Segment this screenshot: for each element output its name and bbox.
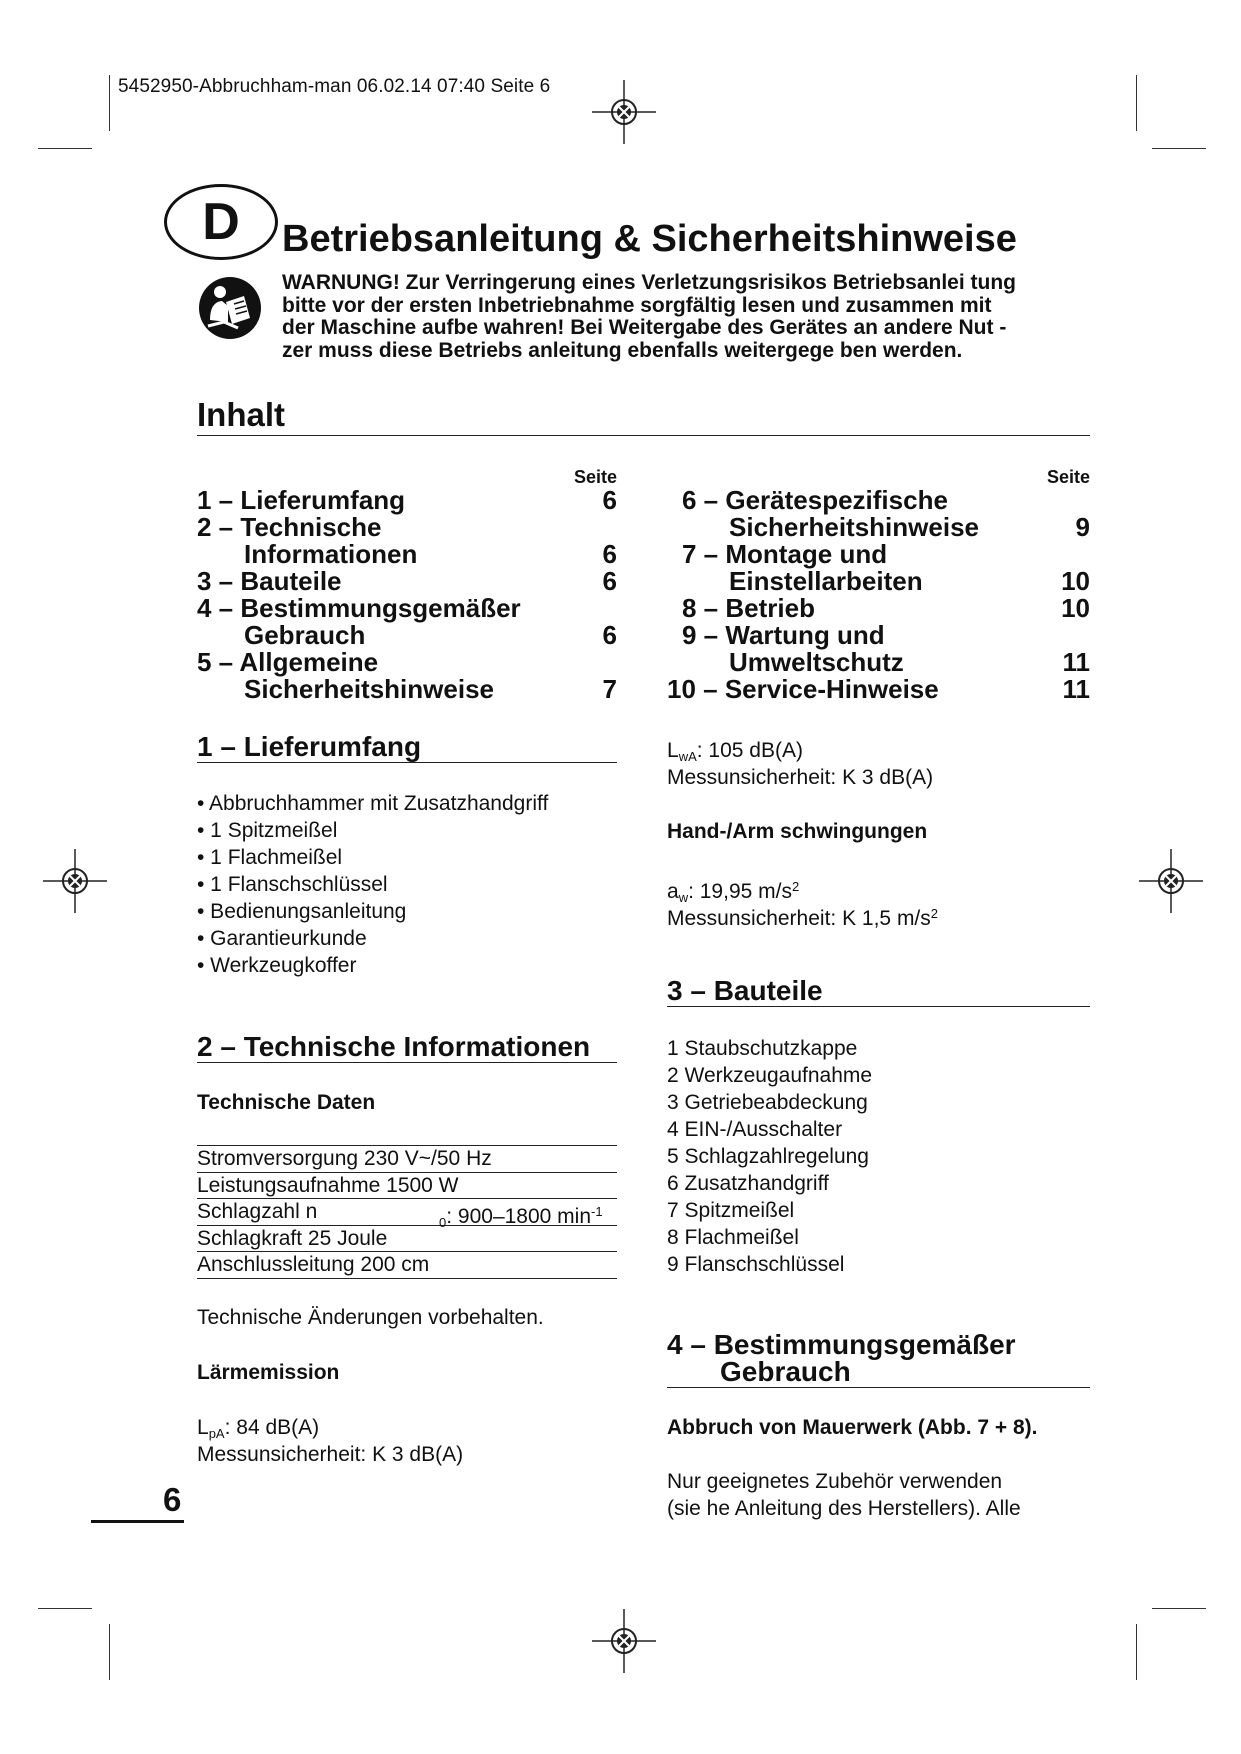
list-item: • 1 Flanschschlüssel bbox=[197, 873, 388, 896]
value-text: Messunsicherheit: K 1,5 m/s bbox=[667, 907, 931, 930]
page-number: 6 bbox=[163, 1481, 182, 1518]
tech-data-label: Technische Daten bbox=[197, 1091, 376, 1114]
toc-entry[interactable] bbox=[667, 622, 1090, 649]
toc-entry[interactable] bbox=[197, 595, 617, 622]
list-item: 7 Spitzmeißel bbox=[667, 1199, 795, 1222]
table-row: Anschlussleitung 200 cm bbox=[197, 1252, 617, 1279]
value-text: : 105 dB(A) bbox=[696, 739, 803, 762]
value-text: : 900–1800 min bbox=[446, 1205, 592, 1228]
symbol: L bbox=[667, 739, 679, 762]
list-item: 9 Flanschschlüssel bbox=[667, 1253, 845, 1276]
toc-entry[interactable] bbox=[667, 568, 1090, 595]
registration-mark-icon bbox=[43, 849, 107, 913]
value-text: : 19,95 m/s bbox=[688, 880, 792, 903]
toc-page-label: Seite bbox=[1046, 467, 1090, 487]
toc-entry-page: 11 bbox=[1062, 674, 1090, 704]
symbol: L bbox=[197, 1416, 209, 1439]
crop-mark bbox=[38, 1608, 92, 1609]
table-row: Leistungsaufnahme 1500 W bbox=[197, 1173, 617, 1200]
crop-mark bbox=[1136, 75, 1137, 131]
delivery-list bbox=[197, 790, 548, 979]
section-heading-technische-informationen: 2 – Technische Informationen bbox=[197, 1033, 617, 1063]
list-item: • Werkzeugkoffer bbox=[197, 954, 357, 977]
registration-mark-icon bbox=[592, 1609, 656, 1673]
registration-mark-icon bbox=[592, 80, 656, 144]
text-line: (sie he Anleitung des Herstellers). Alle bbox=[667, 1497, 1021, 1520]
table-row: Schlagkraft 25 Joule bbox=[197, 1226, 617, 1253]
toc-entry-page: 6 bbox=[602, 566, 617, 596]
toc-entry-text: Informationen bbox=[244, 539, 418, 569]
toc-entry[interactable] bbox=[197, 649, 617, 676]
toc-entry-text: 8 – Betrieb bbox=[682, 593, 815, 623]
toc-entry-page: 11 bbox=[1062, 647, 1090, 677]
toc-entry[interactable] bbox=[197, 487, 617, 514]
crop-mark bbox=[1152, 1608, 1206, 1609]
toc-entry-text: 2 – Technische bbox=[197, 512, 382, 542]
superscript: -1 bbox=[591, 1204, 603, 1219]
heading-line: 4 – Bestimmungsgemäßer bbox=[667, 1329, 1016, 1360]
noise-emission-label: Lärmemission bbox=[197, 1361, 340, 1384]
list-item: 3 Getriebeabdeckung bbox=[667, 1091, 868, 1114]
intended-use-subheading: Abbruch von Mauerwerk (Abb. 7 + 8). bbox=[667, 1416, 1038, 1439]
symbol: a bbox=[667, 880, 679, 903]
lpa-uncertainty: Messunsicherheit: K 3 dB(A) bbox=[197, 1443, 464, 1466]
toc-page-label: Seite bbox=[573, 467, 617, 487]
list-item: • Abbruchhammer mit Zusatzhandgriff bbox=[197, 792, 549, 815]
warning-line: bitte vor der ersten Inbetriebnahme sorgfältig lesen und zusammen mit bbox=[282, 293, 992, 317]
table-row bbox=[197, 1199, 617, 1230]
list-item: • Bedienungsanleitung bbox=[197, 900, 407, 923]
registration-mark-icon bbox=[1139, 849, 1203, 913]
crop-mark bbox=[109, 75, 110, 131]
tech-data-table bbox=[197, 1145, 617, 1279]
warning-text bbox=[282, 272, 1092, 362]
toc-entry-text: 10 – Service-Hinweise bbox=[667, 674, 939, 704]
toc-entry-page: 6 bbox=[602, 620, 617, 650]
toc-entry-text: 4 – Bestimmungsgemäßer bbox=[197, 593, 521, 623]
language-badge: D bbox=[164, 184, 278, 260]
list-item: • Garantieurkunde bbox=[197, 927, 367, 950]
list-item: 4 EIN-/Ausschalter bbox=[667, 1118, 843, 1141]
toc-entry[interactable] bbox=[667, 676, 1090, 703]
lwa-uncertainty: Messunsicherheit: K 3 dB(A) bbox=[667, 766, 934, 789]
toc-left bbox=[197, 487, 617, 703]
toc-entry[interactable] bbox=[197, 676, 617, 703]
superscript: 2 bbox=[930, 906, 939, 921]
toc-entry[interactable] bbox=[667, 541, 1090, 568]
table-cell-label: Schlagzahl n bbox=[197, 1200, 318, 1223]
table-row: Stromversorgung 230 V~/50 Hz bbox=[197, 1146, 617, 1173]
list-item: • 1 Spitzmeißel bbox=[197, 819, 338, 842]
warning-line: der Maschine aufbe wahren! Bei Weitergabe des Gerätes an andere Nut - bbox=[282, 316, 1007, 339]
aw-uncertainty bbox=[667, 900, 938, 932]
toc-entry-text: Einstellarbeiten bbox=[729, 566, 923, 596]
list-item: • 1 Flachmeißel bbox=[197, 846, 343, 869]
toc-entry-text: 7 – Montage und bbox=[682, 539, 888, 569]
crop-mark bbox=[1152, 148, 1206, 149]
read-manual-icon bbox=[198, 276, 262, 340]
toc-entry-text: 5 – Allgemeine bbox=[197, 647, 379, 677]
toc-entry[interactable] bbox=[667, 487, 1090, 514]
toc-entry[interactable] bbox=[197, 622, 617, 649]
toc-entry-text: 1 – Lieferumfang bbox=[197, 485, 406, 515]
section-heading-bauteile: 3 – Bauteile bbox=[667, 977, 1090, 1007]
crop-mark bbox=[1136, 1624, 1137, 1680]
toc-entry-text: 6 – Gerätespezifische bbox=[682, 485, 948, 515]
heading-line: Gebrauch bbox=[720, 1356, 851, 1387]
changes-note: Technische Änderungen vorbehalten. bbox=[197, 1306, 544, 1329]
toc-entry-page: 10 bbox=[1061, 566, 1090, 596]
toc-entry[interactable] bbox=[667, 595, 1090, 622]
superscript: 2 bbox=[791, 879, 800, 894]
toc-entry[interactable] bbox=[197, 514, 617, 541]
subscript: wA bbox=[678, 749, 697, 764]
crop-mark bbox=[109, 1624, 110, 1680]
crop-mark bbox=[38, 148, 92, 149]
page-number-rule bbox=[91, 1520, 184, 1523]
list-item: 2 Werkzeugaufnahme bbox=[667, 1064, 873, 1087]
subscript: pA bbox=[208, 1426, 225, 1441]
toc-entry-text: Umweltschutz bbox=[729, 647, 904, 677]
print-slug: 5452950-Abbruchham-man 06.02.14 07:40 Seite 6 bbox=[118, 76, 551, 97]
toc-right bbox=[667, 487, 1090, 703]
intended-use-text bbox=[667, 1468, 1021, 1522]
list-item: 5 Schlagzahlregelung bbox=[667, 1145, 869, 1168]
page-title: Betriebsanleitung & Sicherheitshinweise bbox=[282, 218, 1017, 260]
contents-heading: Inhalt bbox=[197, 396, 1090, 436]
text-line: Nur geeignetes Zubehör verwenden bbox=[667, 1470, 1003, 1493]
list-item: 8 Flachmeißel bbox=[667, 1226, 799, 1249]
subscript: 0 bbox=[439, 1215, 447, 1230]
toc-entry-text: Gebrauch bbox=[244, 620, 366, 650]
toc-entry-page: 9 bbox=[1075, 512, 1090, 542]
warning-line: WARNUNG! Zur Verringerung eines Verletzungsrisikos Betriebsanlei tung bbox=[282, 271, 1016, 294]
toc-entry[interactable] bbox=[667, 514, 1090, 541]
toc-entry[interactable] bbox=[197, 541, 617, 568]
vibration-label: Hand-/Arm schwingungen bbox=[667, 820, 928, 843]
toc-entry-page: 6 bbox=[602, 539, 617, 569]
toc-entry[interactable] bbox=[667, 649, 1090, 676]
toc-entry[interactable] bbox=[197, 568, 617, 595]
toc-entry-page: 10 bbox=[1061, 593, 1090, 623]
toc-entry-text: Sicherheitshinweise bbox=[244, 674, 494, 704]
toc-entry-text: Sicherheitshinweise bbox=[729, 512, 979, 542]
section-heading-bestimmungsgemaesser-gebrauch bbox=[667, 1331, 1090, 1388]
subscript: w bbox=[678, 890, 689, 905]
value-text: : 84 dB(A) bbox=[224, 1416, 320, 1439]
toc-entry-text: 9 – Wartung und bbox=[682, 620, 885, 650]
warning-line: zer muss diese Betriebs anleitung ebenfalls weitergege ben werden. bbox=[282, 338, 963, 362]
toc-entry-page: 6 bbox=[602, 485, 617, 515]
section-heading-lieferumfang: 1 – Lieferumfang bbox=[197, 733, 617, 763]
list-item: 1 Staubschutzkappe bbox=[667, 1037, 858, 1060]
parts-list bbox=[667, 1035, 872, 1278]
toc-entry-text: 3 – Bauteile bbox=[197, 566, 342, 596]
list-item: 6 Zusatzhandgriff bbox=[667, 1172, 829, 1195]
toc-entry-page: 7 bbox=[602, 674, 617, 704]
